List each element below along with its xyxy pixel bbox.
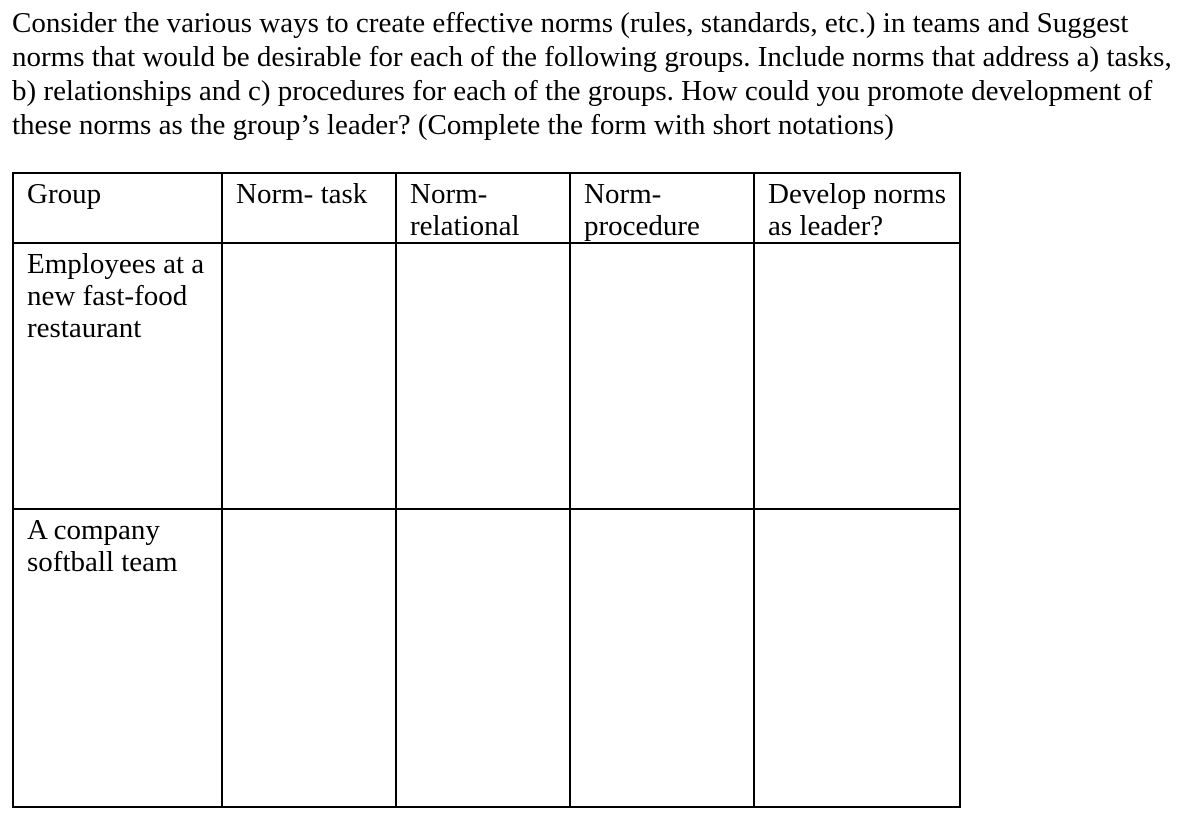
table-row — [13, 509, 960, 807]
header-norm-task: Norm- task — [222, 173, 396, 243]
norm-relational-cell[interactable] — [396, 243, 570, 509]
develop-norms-cell[interactable] — [754, 509, 960, 807]
group-cell: Employees at a new fast-food restaurant — [13, 243, 222, 509]
assignment-prompt: Consider the various ways to create effective norms (rules, standards, etc.) in teams and Suggest norms that would be desirable for each of the following groups. Include norms that address a) tasks, b) relationships and c) procedures for each of the groups. How could you promote development of these norms as the group’s leader? (Complete the form with short notations) — [12, 7, 1172, 141]
norm-procedure-cell[interactable] — [570, 509, 754, 807]
develop-norms-cell[interactable] — [754, 243, 960, 509]
norm-task-cell[interactable] — [222, 243, 396, 509]
table-row — [13, 243, 960, 509]
header-develop-norms: Develop norms as leader? — [754, 173, 960, 243]
norm-relational-cell[interactable] — [396, 509, 570, 807]
header-group: Group — [13, 173, 222, 243]
norms-form-table — [12, 172, 961, 808]
norm-procedure-cell[interactable] — [570, 243, 754, 509]
header-norm-procedure: Norm- procedure — [570, 173, 754, 243]
header-norm-relational: Norm- relational — [396, 173, 570, 243]
group-cell: A company softball team — [13, 509, 222, 807]
header-row — [13, 173, 960, 243]
norm-task-cell[interactable] — [222, 509, 396, 807]
